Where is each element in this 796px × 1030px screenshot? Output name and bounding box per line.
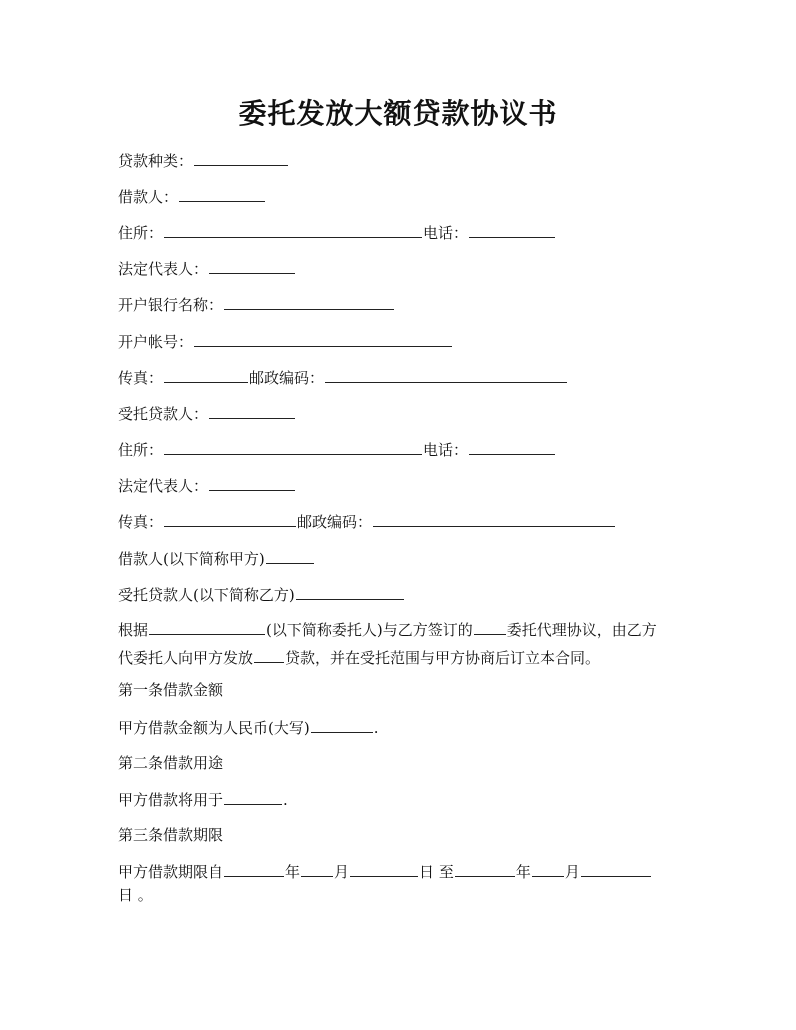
party-b-line [118,582,405,607]
blank-legal-rep-1[interactable] [209,256,295,274]
field-account-no [118,329,453,354]
label-postcode-1: 邮政编码： [249,369,325,387]
blank-borrower[interactable] [179,184,265,202]
blank-end-month[interactable] [532,859,564,877]
article-1-text [118,715,379,740]
blank-start-day[interactable] [350,859,418,877]
blank-end-year[interactable] [455,859,515,877]
field-bank-name [118,292,395,317]
article-3-end: 日 。 [118,886,153,904]
field-address-2 [118,437,556,462]
label-address-1: 住所： [118,224,164,242]
label-bank-name: 开户银行名称： [118,296,224,314]
field-legal-rep-2 [118,473,296,498]
article-2-label: 甲方借款将用于 [118,791,224,809]
label-phone-2: 电话： [423,441,469,459]
article-1-label: 甲方借款金额为人民币(大写) [118,719,310,737]
blank-loan-type[interactable] [194,148,288,166]
blank-account-no[interactable] [194,329,452,347]
label-month: 月 [334,863,350,881]
label-postcode-2: 邮政编码： [297,513,373,531]
label-legal-rep-2: 法定代表人： [118,477,209,495]
blank-party-b[interactable] [296,582,404,600]
field-legal-rep-1 [118,256,296,281]
label-party-b: 受托贷款人(以下简称乙方) [118,586,295,604]
article-3-heading: 第三条借款期限 [118,826,224,844]
preamble-text-4: 代委托人向甲方发放 [118,649,254,667]
blank-trustee[interactable] [209,401,295,419]
article-2-end: . [283,791,288,809]
article-1-end: . [373,719,379,737]
field-address-1 [118,220,556,245]
label-address-2: 住所： [118,441,164,459]
label-year: 年 [285,863,301,881]
label-fax-1: 传真： [118,369,164,387]
preamble-text-1: 根据 [118,621,149,639]
preamble-text-3: 委托代理协议，由乙方 [506,621,657,639]
label-account-no: 开户帐号： [118,333,194,351]
blank-phone-2[interactable] [469,437,555,455]
blank-loan-kind[interactable] [254,645,284,663]
field-trustee [118,401,296,426]
blank-end-day[interactable] [581,859,651,877]
preamble-text-2: (以下简称委托人)与乙方签订的 [266,621,473,639]
blank-legal-rep-2[interactable] [209,473,295,491]
blank-address-1[interactable] [164,220,422,238]
label-borrower: 借款人： [118,188,179,206]
label-trustee: 受托贷款人： [118,405,209,423]
preamble-paragraph [118,616,678,672]
article-3-text [118,859,652,884]
label-legal-rep-1: 法定代表人： [118,260,209,278]
field-loan-type [118,148,289,173]
label-phone-1: 电话： [423,224,469,242]
blank-purpose[interactable] [224,787,282,805]
article-3-label: 甲方借款期限自 [118,863,224,881]
article-1-heading: 第一条借款金额 [118,681,224,699]
label-party-a: 借款人(以下简称甲方) [118,550,265,568]
field-fax-postcode-1 [118,365,568,390]
preamble-text-5: 贷款，并在受托范围与甲方协商后订立本合同。 [285,649,601,667]
label-month-2: 月 [564,863,580,881]
blank-bank-name[interactable] [224,292,394,310]
blank-postcode-2[interactable] [373,509,615,527]
party-a-line [118,546,315,571]
page-title: 委托发放大额贷款协议书 [238,97,558,130]
article-2-text [118,787,288,812]
label-loan-type: 贷款种类： [118,152,194,170]
blank-principal[interactable] [149,617,265,635]
blank-start-year[interactable] [224,859,284,877]
blank-phone-1[interactable] [469,220,555,238]
article-2-heading: 第二条借款用途 [118,754,224,772]
field-fax-postcode-2 [118,509,616,534]
label-year-2: 年 [515,863,531,881]
blank-agreement[interactable] [474,617,506,635]
label-day-to: 日 至 [419,863,454,881]
blank-amount[interactable] [311,715,373,733]
blank-start-month[interactable] [301,859,333,877]
blank-party-a[interactable] [266,546,314,564]
blank-fax-2[interactable] [164,509,296,527]
blank-postcode-1[interactable] [325,365,567,383]
label-fax-2: 传真： [118,513,164,531]
blank-address-2[interactable] [164,437,422,455]
blank-fax-1[interactable] [164,365,248,383]
field-borrower [118,184,266,209]
